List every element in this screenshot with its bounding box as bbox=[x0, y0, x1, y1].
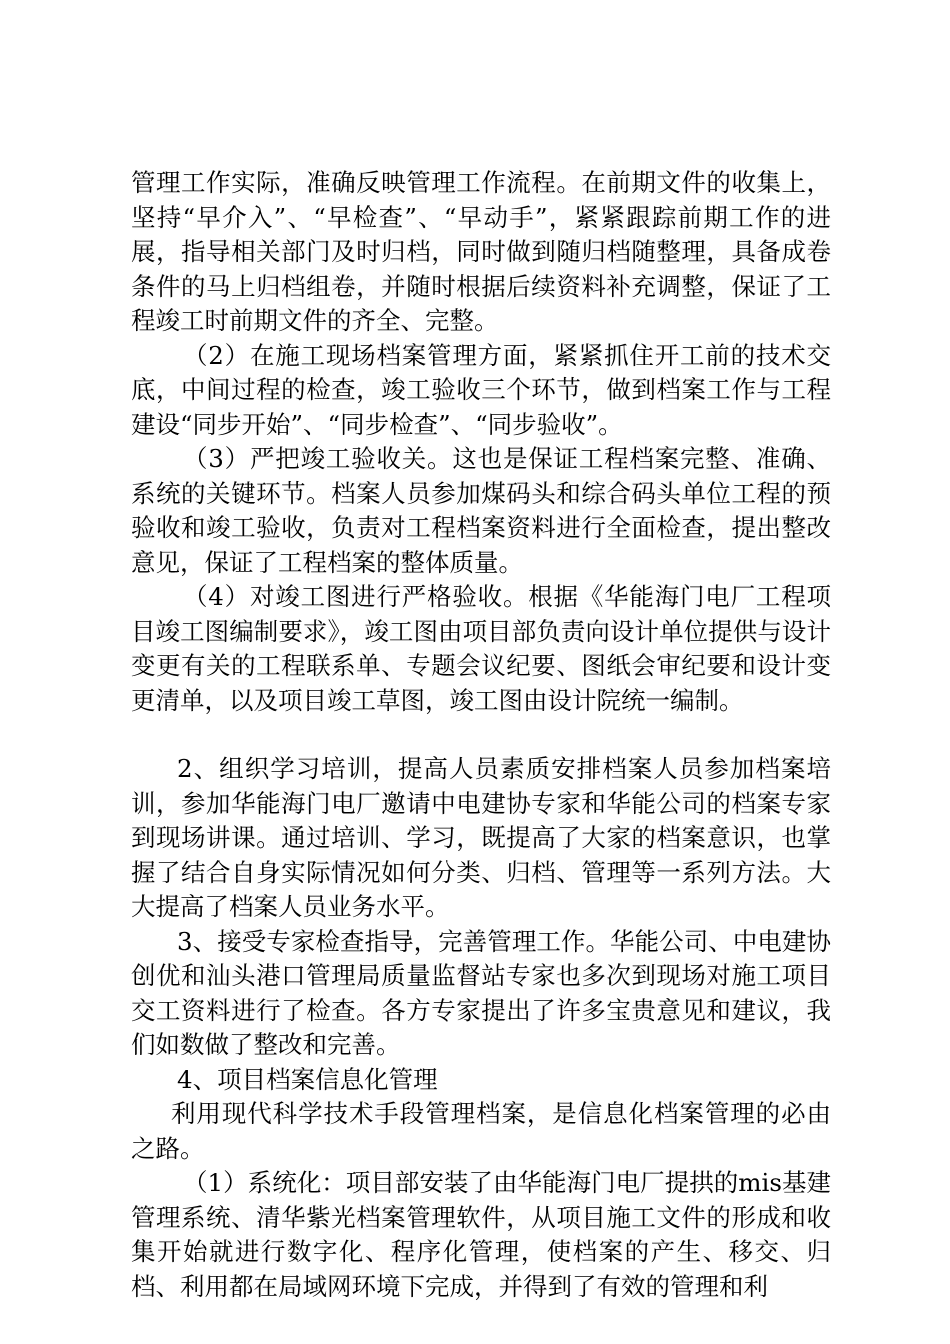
paragraph-site-archives: （2）在施工现场档案管理方面，紧紧抓住开工前的技术交底，中间过程的检查，竣工验收三个环节，做到档案工作与工程建设“同步开始”、“同步检查”、“同步验收”。 bbox=[131, 340, 831, 439]
paragraph-systematization: （1）系统化：项目部安装了由华能海门电厂提拱的mis基建管理系统、清华紫光档案管理软件，从项目施工文件的形成和收集开始就进行数字化、程序化管理，使档案的产生、移交、归档、利用都在局域网环境下完成，并得到了有效的管理和利 bbox=[131, 1168, 831, 1301]
paragraph-completion-acceptance: （3）严把竣工验收关。这也是保证工程档案完整、准确、系统的关键环节。档案人员参加煤码头和综合码头单位工程的预验收和竣工验收，负责对工程档案资料进行全面检查，提出整改意见，保证了工程档案的整体质量。 bbox=[131, 444, 831, 577]
document-page bbox=[131, 166, 831, 1304]
paragraph-preliminary-files: 管理工作实际，准确反映管理工作流程。在前期文件的收集上，坚持“早介入”、“早检查”、“早动手”，紧紧跟踪前期工作的进展，指导相关部门及时归档，同时做到随归档随整理，具备成卷条件的马上归档组卷，并随时根据后续资料补充调整，保证了工程竣工时前期文件的齐全、完整。 bbox=[131, 168, 831, 335]
paragraph-as-built-drawings: （4）对竣工图进行严格验收。根据《华能海门电厂工程项目竣工图编制要求》，竣工图由项目部负责向设计单位提供与设计变更有关的工程联系单、专题会议纪要、图纸会审纪要和设计变更清单，以及项目竣工草图，竣工图由设计院统一编制。 bbox=[131, 582, 831, 715]
paragraph-modern-technology: 利用现代科学技术手段管理档案，是信息化档案管理的必由之路。 bbox=[131, 1099, 831, 1163]
paragraph-gap bbox=[131, 718, 831, 752]
heading-informatization: 4、项目档案信息化管理 bbox=[177, 1064, 438, 1094]
paragraph-training: 2、组织学习培训，提高人员素质安排档案人员参加档案培训，参加华能海门电厂邀请中电建协专家和华能公司的档案专家到现场讲课。通过培训、学习，既提高了大家的档案意识，也掌握了结合自身实际情况如何分类、归档、管理等一系列方法。大大提高了档案人员业务水平。 bbox=[131, 754, 831, 921]
paragraph-expert-inspection: 3、接受专家检查指导，完善管理工作。华能公司、中电建协创优和汕头港口管理局质量监督站专家也多次到现场对施工项目交工资料进行了检查。各方专家提出了许多宝贵意见和建议，我们如数做了整改和完善。 bbox=[131, 926, 831, 1059]
